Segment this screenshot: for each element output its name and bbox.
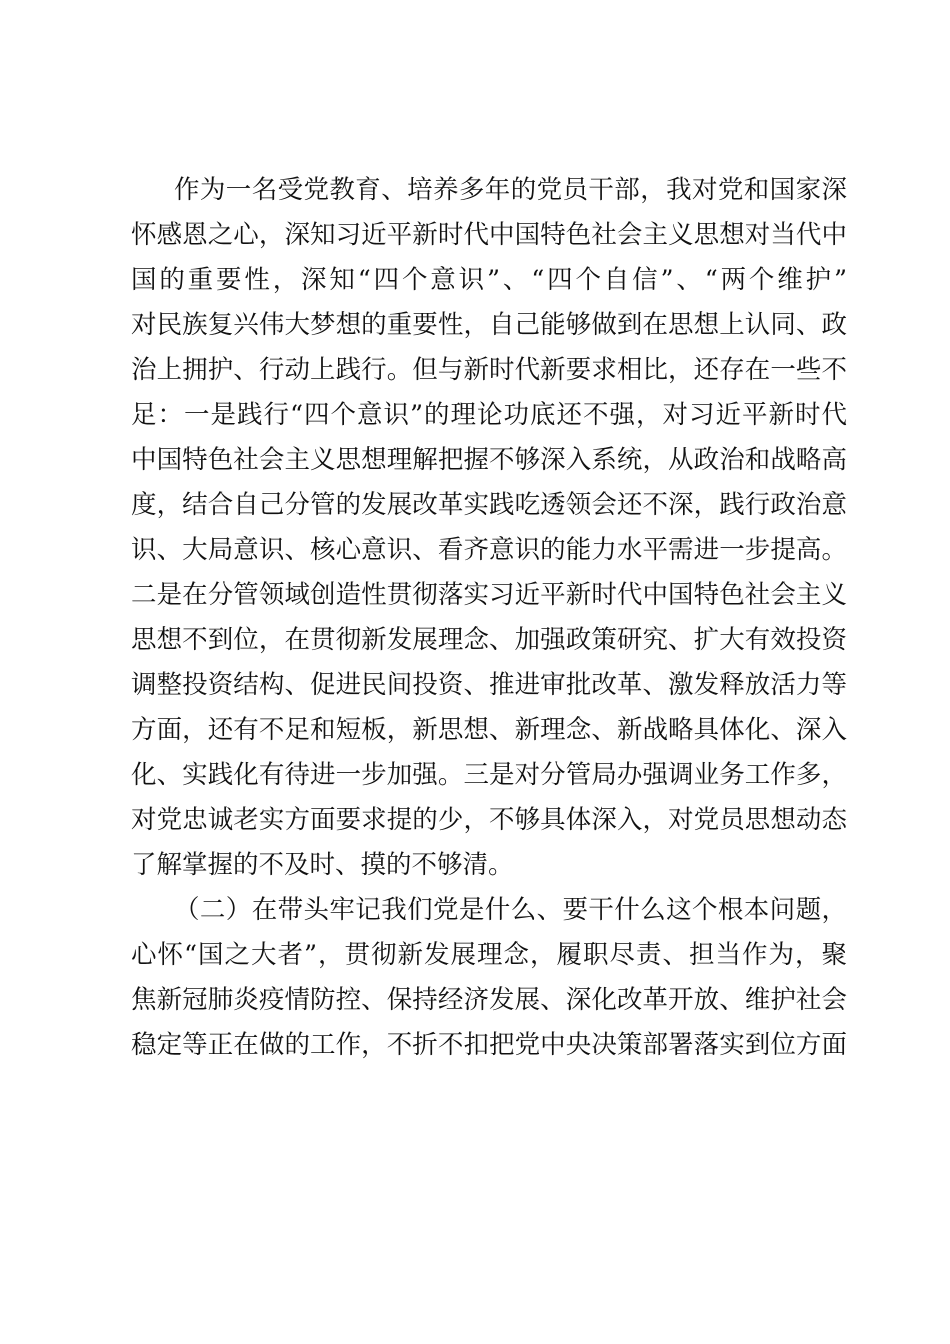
paragraph-1-line-7: 中国特色社会主义思想理解把握不够深入系统，从政治和战略高 xyxy=(131,445,847,475)
paragraph-1-line-6: 足：一是践行“四个意识”的理论功底还不强，对习近平新时代 xyxy=(131,400,847,430)
paragraph-2-line-1: （二）在带头牢记我们党是什么、要干什么这个根本问题， xyxy=(174,895,847,925)
paragraph-1-line-13: 方面，还有不足和短板，新思想、新理念、新战略具体化、深入 xyxy=(131,715,847,745)
paragraph-1-line-11: 思想不到位，在贯彻新发展理念、加强政策研究、扩大有效投资 xyxy=(131,625,847,655)
paragraph-2-line-2: 心怀“国之大者”，贯彻新发展理念，履职尽责、担当作为，聚 xyxy=(131,940,847,970)
paragraph-1-line-12: 调整投资结构、促进民间投资、推进审批改革、激发释放活力等 xyxy=(131,670,847,700)
paragraph-2-line-3: 焦新冠肺炎疫情防控、保持经济发展、深化改革开放、维护社会 xyxy=(131,985,847,1015)
paragraph-1-line-9: 识、大局意识、核心意识、看齐意识的能力水平需进一步提高。 xyxy=(131,535,847,565)
paragraph-1-line-16: 了解掌握的不及时、摸的不够清。 xyxy=(131,850,514,880)
paragraph-1-line-1: 作为一名受党教育、培养多年的党员干部，我对党和国家深 xyxy=(174,175,847,205)
paragraph-1-line-10: 二是在分管领域创造性贯彻落实习近平新时代中国特色社会主义 xyxy=(131,580,847,610)
paragraph-1-line-5: 治上拥护、行动上践行。但与新时代新要求相比，还存在一些不 xyxy=(131,355,847,385)
paragraph-2-line-4: 稳定等正在做的工作，不折不扣把党中央决策部署落实到位方面 xyxy=(131,1030,847,1060)
paragraph-1-line-15: 对党忠诚老实方面要求提的少，不够具体深入，对党员思想动态 xyxy=(131,805,847,835)
paragraph-1-line-14: 化、实践化有待进一步加强。三是对分管局办强调业务工作多， xyxy=(131,760,847,790)
paragraph-1-line-2: 怀感恩之心，深知习近平新时代中国特色社会主义思想对当代中 xyxy=(131,220,847,250)
paragraph-1-line-8: 度，结合自己分管的发展改革实践吃透领会还不深，践行政治意 xyxy=(131,490,847,520)
paragraph-1-line-3: 国的重要性，深知“四个意识”、“四个自信”、“两个维护” xyxy=(131,265,847,295)
paragraph-1-line-4: 对民族复兴伟大梦想的重要性，自己能够做到在思想上认同、政 xyxy=(131,310,847,340)
